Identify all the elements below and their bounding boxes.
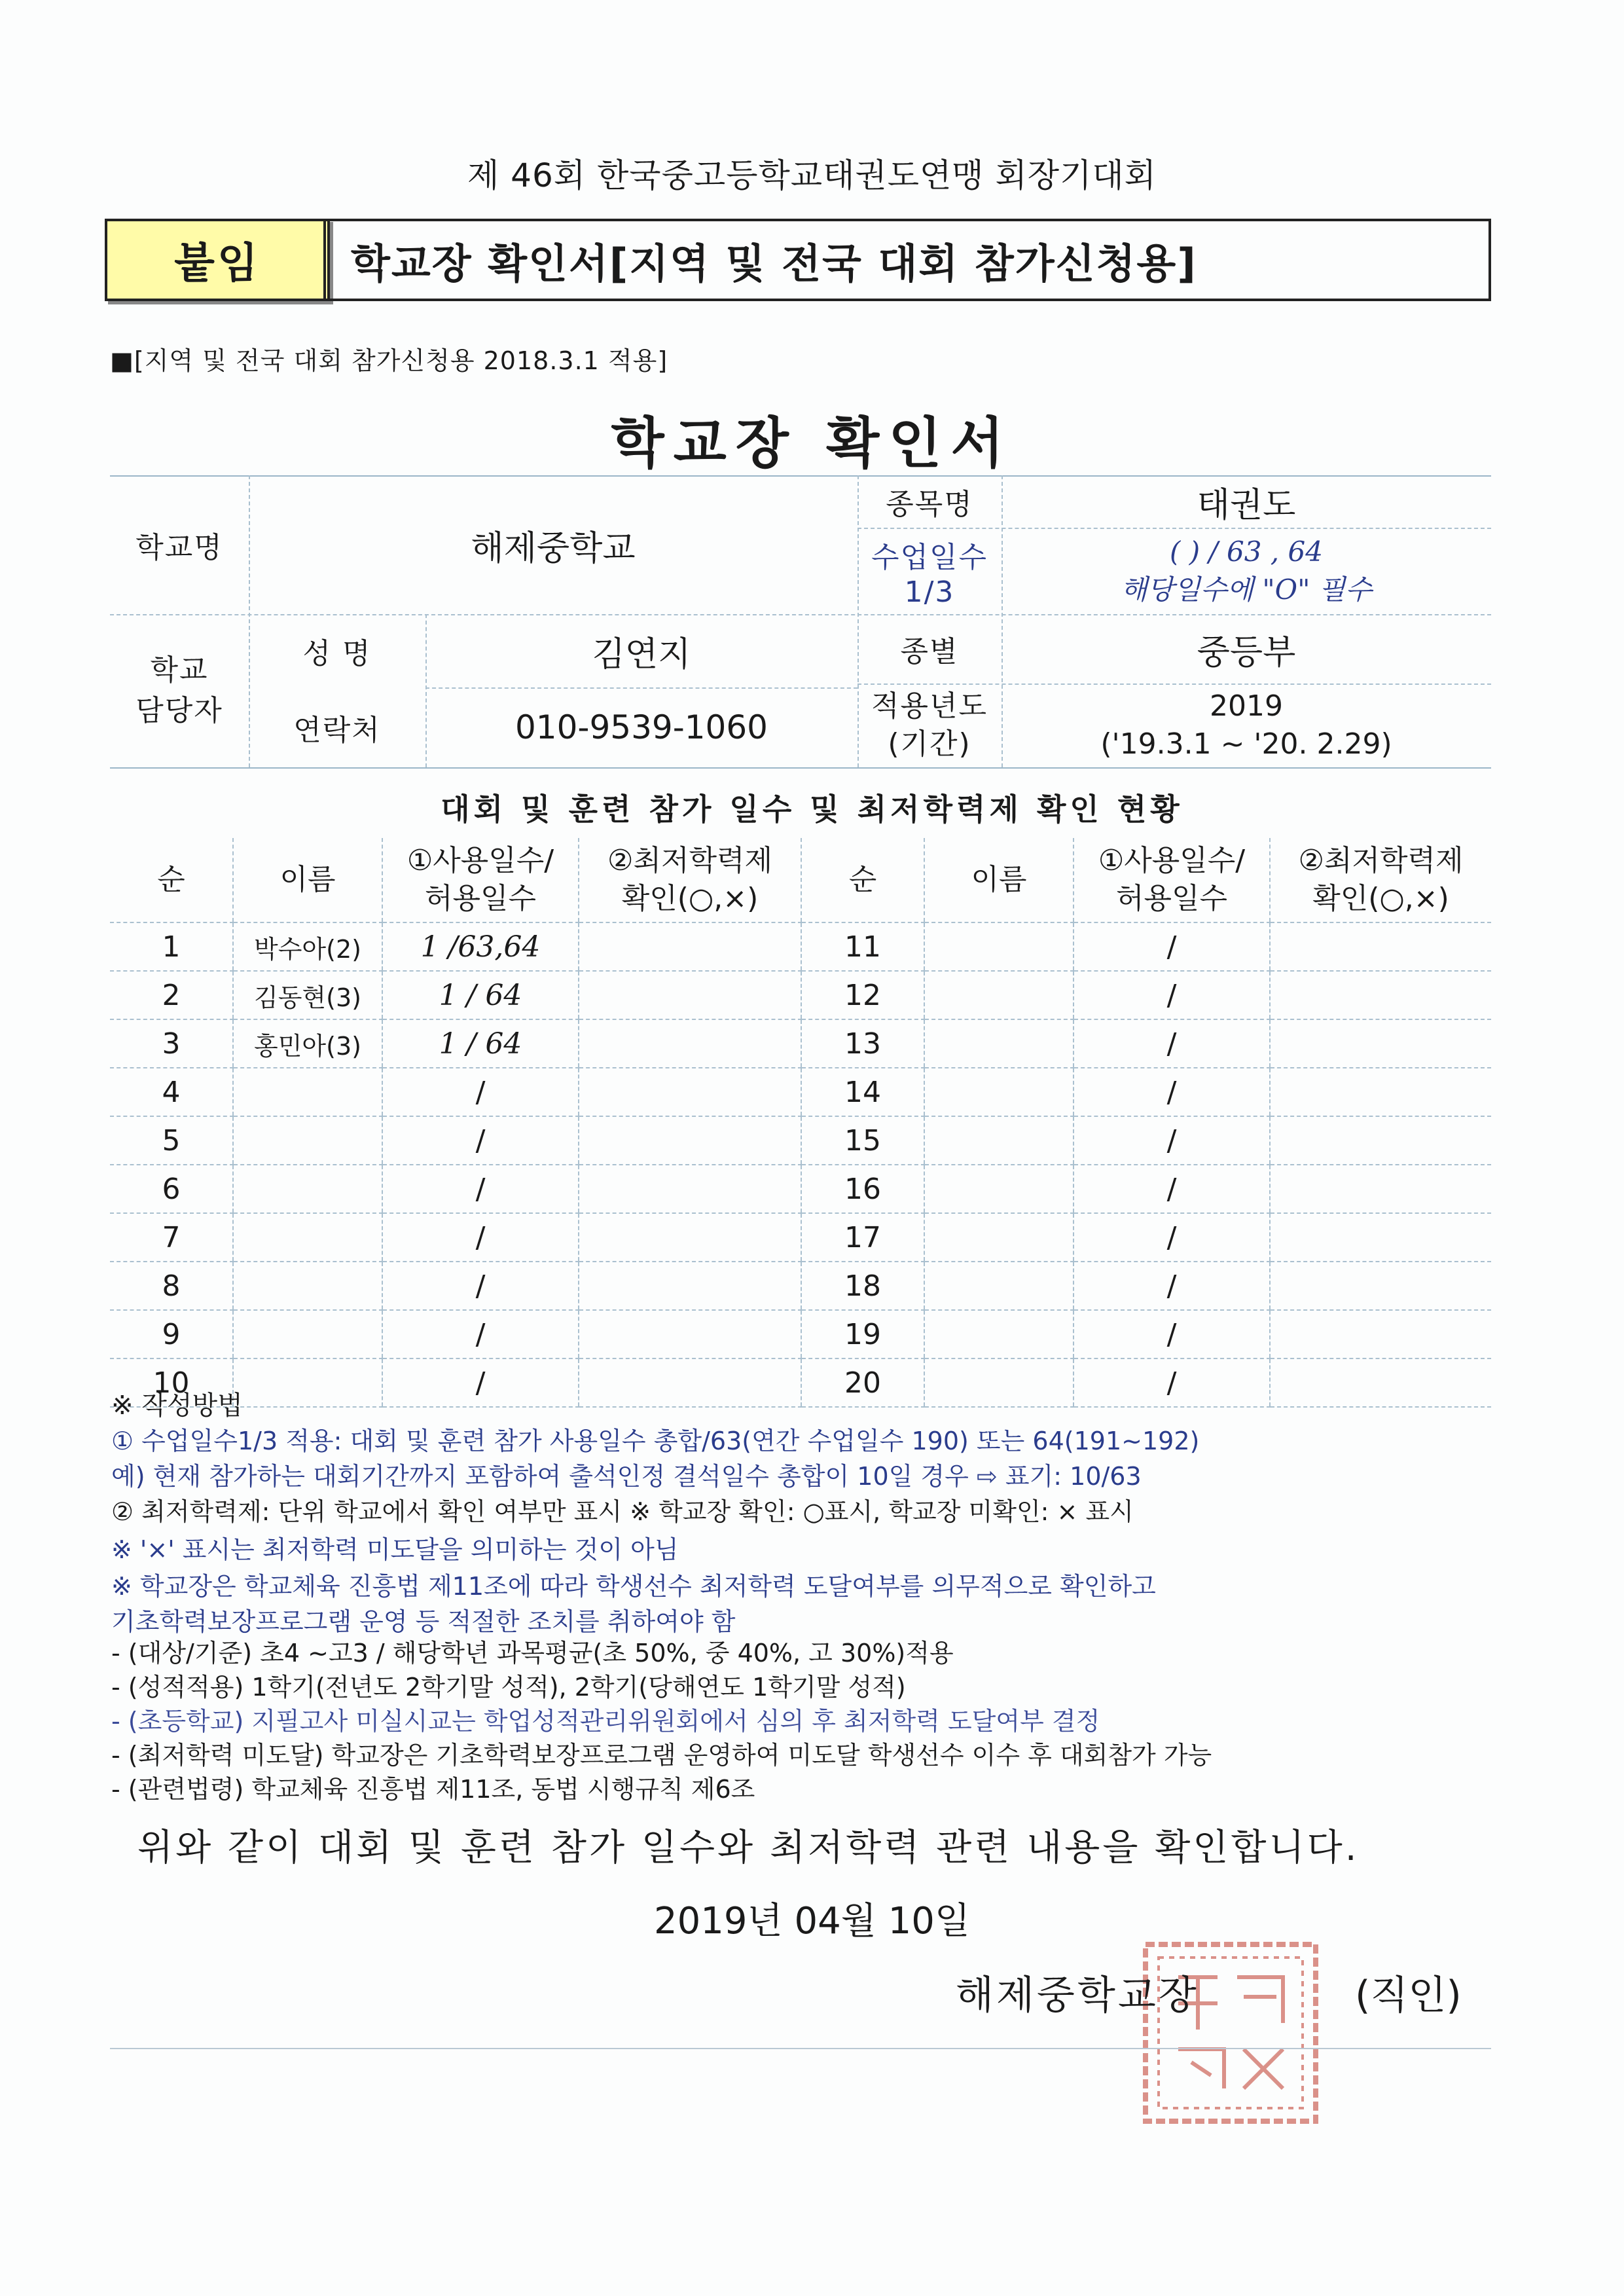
table-header-row [110, 838, 1491, 922]
row-check [1270, 1262, 1491, 1310]
row-no: 5 [110, 1116, 233, 1165]
row-days: / [1074, 922, 1270, 971]
instruction-line: ② 최저학력제: 단위 학교에서 확인 여부만 표시 ※ 학교장 확인: ○표시, 학교장 미확인: × 표시 [111, 1497, 1134, 1526]
contact-label: 연락처 [293, 714, 381, 747]
row-check [1270, 1310, 1491, 1358]
school-name-label: 학교명 [135, 531, 223, 564]
table-row [110, 971, 1491, 1019]
document-title: 학교장 확인서 [611, 411, 1013, 475]
header-no: 순 [110, 838, 233, 922]
table-row [110, 1213, 1491, 1262]
header-check-line1: ②최저학력제 [607, 844, 772, 877]
row-name [233, 1116, 382, 1165]
application-note: ■[지역 및 전국 대회 참가신청용 2018.3.1 적용] [110, 346, 668, 375]
header-days-line1: ①사용일수/ [406, 844, 554, 877]
row-check [579, 1310, 801, 1358]
row-name [233, 1262, 382, 1310]
row-days: / [1074, 1068, 1270, 1116]
header-check-line1: ②최저학력제 [1298, 844, 1464, 877]
class-days-value-line2: 해당일수에 "O" 필수 [1121, 574, 1372, 606]
row-check [579, 1358, 801, 1407]
main-title: 학교장 확인서[지역 및 전국 대회 참가신청용] [351, 239, 1197, 287]
row-no: 2 [110, 971, 233, 1019]
class-days-label-line2: 1/3 [904, 575, 955, 609]
row-no: 18 [801, 1262, 924, 1310]
row-check [1270, 1213, 1491, 1262]
row-name [924, 1165, 1074, 1213]
row-no: 13 [801, 1019, 924, 1068]
row-check [1270, 1068, 1491, 1116]
participant-table [110, 838, 1491, 1408]
year-label-line1: 적용년도 [871, 689, 988, 723]
instruction-line: ① 수업일수1/3 적용: 대회 및 훈련 참가 사용일수 총합/63(연간 수업일수 190) 또는 64(191~192) [111, 1427, 1200, 1455]
class-days-label [857, 528, 1001, 614]
row-check [1270, 1165, 1491, 1213]
year-value-line1: 2019 [1210, 689, 1283, 723]
row-days: / [382, 1068, 579, 1116]
row-name: 김동현(3) [233, 971, 382, 1019]
row-name [924, 971, 1074, 1019]
division-value: 중등부 [1197, 632, 1296, 672]
class-days-label-line1: 수업일수 [871, 540, 988, 574]
row-name [924, 1310, 1074, 1358]
row-no: 19 [801, 1310, 924, 1358]
manager-label-line2: 담당자 [135, 694, 223, 727]
event-label: 종목명 [886, 488, 973, 521]
row-check [579, 1213, 801, 1262]
row-check [579, 922, 801, 971]
row-name: 박수아(2) [233, 922, 382, 971]
row-days: / [1074, 1262, 1270, 1310]
row-no: 16 [801, 1165, 924, 1213]
row-no: 10 [110, 1358, 233, 1407]
row-check [579, 1068, 801, 1116]
row-days: / [382, 1358, 579, 1407]
row-name [233, 1358, 382, 1407]
instruction-line: 예) 현재 참가하는 대회기간까지 포함하여 출석인정 결석일수 총합이 10일 경우 ⇨ 표기: 10/63 [111, 1462, 1142, 1491]
header-days [382, 838, 579, 922]
row-no: 14 [801, 1068, 924, 1116]
row-days: / [1074, 1165, 1270, 1213]
instruction-line: ※ 학교장은 학교체육 진흥법 제11조에 따라 학생선수 최저학력 도달여부를 의무적으로 확인하고 [111, 1572, 1156, 1601]
row-days: / [1074, 1358, 1270, 1407]
row-name [924, 922, 1074, 971]
table-row [110, 1116, 1491, 1165]
contact-value: 010-9539-1060 [514, 708, 768, 746]
row-name [924, 1213, 1074, 1262]
row-no: 3 [110, 1019, 233, 1068]
principal-title: 해제중학교장 [956, 1973, 1199, 2018]
row-no: 8 [110, 1262, 233, 1310]
row-days: / [382, 1116, 579, 1165]
table-row [110, 922, 1491, 971]
row-check [579, 1165, 801, 1213]
row-name [924, 1068, 1074, 1116]
row-no: 12 [801, 971, 924, 1019]
row-no: 4 [110, 1068, 233, 1116]
name-value: 김연지 [592, 634, 691, 674]
instructions-heading: ※ 작성방법 [111, 1391, 243, 1421]
attachment-tag [105, 219, 330, 301]
name-label: 성 명 [302, 637, 372, 670]
main-title-box [323, 219, 1491, 301]
row-days: / [382, 1165, 579, 1213]
row-no: 9 [110, 1310, 233, 1358]
bottom-divider [110, 2048, 1491, 2049]
section-title: 대회 및 훈련 참가 일수 및 최저학력제 확인 현황 [441, 792, 1183, 827]
instruction-line: - (관련법령) 학교체육 진흥법 제11조, 동법 시행규칙 제6조 [111, 1775, 755, 1804]
header-check [1270, 838, 1491, 922]
school-name-value: 해제중학교 [471, 528, 636, 568]
header-days-line2: 허용일수 [1115, 882, 1227, 915]
row-name [233, 1165, 382, 1213]
row-no: 11 [801, 922, 924, 971]
header-no: 순 [801, 838, 924, 922]
row-name [924, 1116, 1074, 1165]
header-name: 이름 [233, 838, 382, 922]
event-title: 제 46회 한국중고등학교태권도연맹 회장기대회 [467, 156, 1157, 194]
instruction-line: - (성적적용) 1학기(전년도 2학기말 성적), 2학기(당해연도 1학기말 성적) [111, 1673, 906, 1702]
row-no: 7 [110, 1213, 233, 1262]
header-days-line2: 허용일수 [424, 882, 536, 915]
row-days: / [382, 1213, 579, 1262]
row-name [233, 1068, 382, 1116]
row-no: 17 [801, 1213, 924, 1262]
year-label-line2: (기간) [888, 727, 971, 761]
row-no: 20 [801, 1358, 924, 1407]
class-days-value-line1: ( ) / 63 , 64 [1170, 536, 1323, 568]
row-check [579, 971, 801, 1019]
row-days: / [382, 1262, 579, 1310]
table-row [110, 1262, 1491, 1310]
row-check [1270, 1019, 1491, 1068]
row-days: / [1074, 971, 1270, 1019]
row-days: 1 /63,64 [382, 922, 579, 971]
table-row [110, 1019, 1491, 1068]
instruction-line: - (최저학력 미도달) 학교장은 기초학력보장프로그램 운영하여 미도달 학생선수 이수 후 대회참가 가능 [111, 1741, 1212, 1770]
row-days: 1 / 64 [382, 971, 579, 1019]
seal-label: (직인) [1355, 1973, 1462, 2018]
row-check [1270, 922, 1491, 971]
header-check-line2: 확인(○,×) [621, 882, 759, 915]
instruction-line: ※ '×' 표시는 최저학력 미도달을 의미하는 것이 아님 [111, 1535, 679, 1564]
row-name [233, 1213, 382, 1262]
manager-label-line1: 학교 [150, 653, 209, 687]
class-days-value [1001, 528, 1491, 614]
row-check [1270, 1116, 1491, 1165]
header-name: 이름 [924, 838, 1074, 922]
instruction-line: 기초학력보장프로그램 운영 등 적절한 조치를 취하여야 함 [111, 1607, 736, 1636]
confirmation-statement: 위와 같이 대회 및 훈련 참가 일수와 최저학력 관련 내용을 확인합니다. [137, 1827, 1360, 1869]
row-days: / [382, 1310, 579, 1358]
row-check [579, 1116, 801, 1165]
year-label [857, 683, 1001, 767]
issue-date: 2019년 04월 10일 [654, 1900, 970, 1942]
header-days-line1: ①사용일수/ [1098, 844, 1246, 877]
year-value-line2: ('19.3.1 ~ '20. 2.29) [1100, 727, 1392, 761]
header-check [579, 838, 801, 922]
table-row [110, 1358, 1491, 1407]
row-name: 홍민아(3) [233, 1019, 382, 1068]
year-value [1001, 683, 1491, 767]
row-no: 1 [110, 922, 233, 971]
instruction-line: - (대상/기준) 초4 ~고3 / 해당학년 과목평균(초 50%, 중 40%, 고 30%)적용 [111, 1639, 954, 1667]
row-name [924, 1019, 1074, 1068]
table-row [110, 1310, 1491, 1358]
instruction-line: - (초등학교) 지필고사 미실시교는 학업성적관리위원회에서 심의 후 최저학력 도달여부 결정 [111, 1707, 1100, 1736]
row-name [924, 1262, 1074, 1310]
row-check [579, 1262, 801, 1310]
row-days: 1 / 64 [382, 1019, 579, 1068]
event-value: 태권도 [1197, 485, 1296, 525]
header-check-line2: 확인(○,×) [1312, 882, 1449, 915]
row-days: / [1074, 1310, 1270, 1358]
row-days: / [1074, 1213, 1270, 1262]
row-days: / [1074, 1019, 1270, 1068]
row-days: / [1074, 1116, 1270, 1165]
header-days [1074, 838, 1270, 922]
row-no: 15 [801, 1116, 924, 1165]
attachment-tag-label: 붙임 [174, 240, 261, 288]
row-check [579, 1019, 801, 1068]
row-check [1270, 971, 1491, 1019]
manager-label [110, 614, 249, 767]
row-name [924, 1358, 1074, 1407]
row-name [233, 1310, 382, 1358]
division-label: 종별 [900, 635, 959, 668]
table-row [110, 1165, 1491, 1213]
row-no: 6 [110, 1165, 233, 1213]
table-row [110, 1068, 1491, 1116]
row-check [1270, 1358, 1491, 1407]
